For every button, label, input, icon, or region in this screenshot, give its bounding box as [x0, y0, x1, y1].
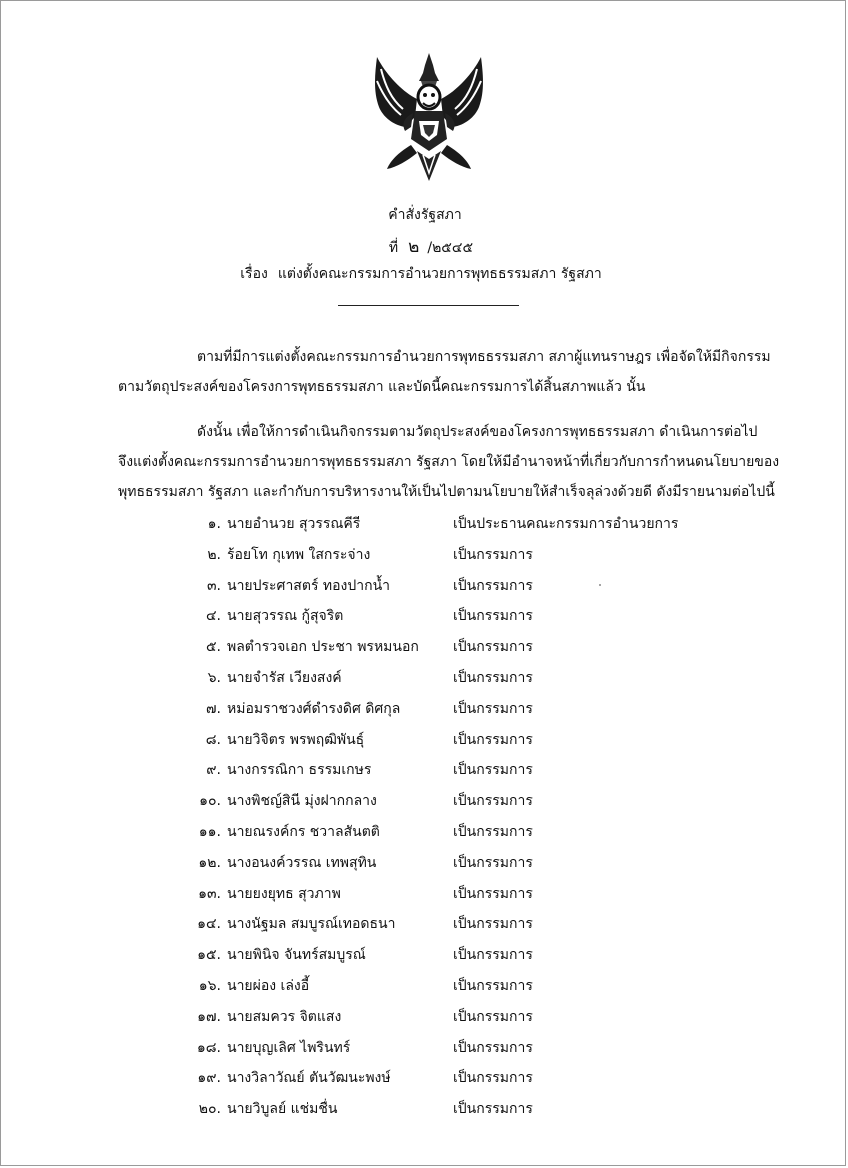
member-role: เป็นกรรมการ	[453, 1101, 533, 1117]
member-role: เป็นกรรมการ	[453, 824, 533, 840]
member-name: นายประศาสตร์ ทองปากน้ำ	[227, 578, 391, 594]
member-number: ๑๔.	[197, 916, 221, 932]
member-role: เป็นกรรมการ	[453, 978, 533, 994]
member-name: นายสุวรรณ กู้สุจริต	[227, 608, 344, 624]
member-name: นายยงยุทธ สุวภาพ	[227, 886, 341, 902]
member-name: นายจำรัส เวียงสงค์	[227, 670, 342, 686]
committee-row	[191, 667, 711, 687]
member-role: เป็นกรรมการ	[453, 793, 533, 809]
paragraph-1-line-1: ตามที่มีการแต่งตั้งคณะกรรมการอำนวยการพุทธธรรมสภา สภาผู้แทนราษฎร เพื่อจัดให้มีกิจกรรม	[197, 349, 771, 365]
member-number: ๑๘.	[196, 1040, 221, 1056]
member-name: นางอนงค์วรรณ เทพสุทิน	[227, 855, 377, 871]
member-role: เป็นกรรมการ	[453, 547, 533, 563]
committee-row	[191, 729, 711, 749]
member-number: ๑๓.	[198, 886, 221, 902]
member-role: เป็นกรรมการ	[453, 947, 533, 963]
number-label: ที่	[388, 240, 399, 256]
member-number: ๕.	[205, 639, 221, 655]
committee-row	[191, 575, 711, 595]
committee-row	[191, 1067, 711, 1087]
member-number: ๑๑.	[198, 824, 221, 840]
committee-row	[191, 790, 711, 810]
member-role: เป็นกรรมการ	[453, 1040, 533, 1056]
member-name: หม่อมราชวงศ์ดำรงดิศ ดิศกุล	[227, 701, 401, 717]
member-role: เป็นกรรมการ	[453, 639, 533, 655]
committee-row	[191, 1098, 711, 1118]
member-number: ๑๒.	[198, 855, 221, 871]
committee-row	[191, 605, 711, 625]
committee-row	[191, 698, 711, 718]
committee-row	[191, 1006, 711, 1026]
member-number: ๓.	[206, 578, 221, 594]
member-number: ๒๐.	[198, 1101, 221, 1117]
number-year: /๒๕๔๕	[427, 240, 474, 256]
member-name: นางนัฐมล สมบูรณ์เทอดธนา	[227, 916, 396, 932]
member-number: ๗.	[206, 701, 221, 717]
member-number: ๙.	[206, 762, 221, 778]
member-role: เป็นกรรมการ	[453, 578, 533, 594]
committee-row	[191, 544, 711, 564]
paragraph-1-line-2: ตามวัตถุประสงค์ของโครงการพุทธธรรมสภา และบัดนี้คณะกรรมการได้สิ้นสภาพแล้ว นั้น	[118, 379, 646, 395]
committee-row	[191, 913, 711, 933]
order-number	[7, 233, 848, 260]
scan-speck	[599, 584, 601, 586]
committee-row	[191, 636, 711, 656]
member-number: ๑.	[207, 516, 221, 532]
member-name: พลตำรวจเอก ประชา พรหมนอก	[227, 639, 419, 655]
member-number: ๑๙.	[197, 1070, 221, 1086]
member-name: นายวิจิตร พรพฤฒิพันธุ์	[227, 732, 365, 748]
member-role: เป็นกรรมการ	[453, 762, 533, 778]
committee-row	[191, 883, 711, 903]
title-divider	[338, 305, 519, 306]
member-number: ๔.	[205, 608, 221, 624]
committee-row	[191, 975, 711, 995]
paragraph-2-line-1: ดังนั้น เพื่อให้การดำเนินกิจกรรมตามวัตถุประสงค์ของโครงการพุทธธรรมสภา ดำเนินการต่อไป	[197, 424, 758, 440]
paragraph-2-line-3: พุทธธรรมสภา รัฐสภา และกำกับการบริหารงานให้เป็นไปตามนโยบายให้สำเร็จลุล่วงด้วยดี ดังมีรายนามต่อไปนี้	[118, 484, 775, 500]
member-name: นายบุญเลิศ ไพรินทร์	[227, 1040, 351, 1056]
garuda-emblem-icon	[367, 51, 491, 183]
committee-row	[191, 1037, 711, 1057]
member-name: นางวิลาวัณย์ ตันวัฒนะพงษ์	[227, 1070, 391, 1086]
member-name: นางกรรณิกา ธรรมเกษร	[227, 762, 372, 778]
member-name: นายพินิจ จันทร์สมบูรณ์	[227, 947, 366, 963]
member-role: เป็นกรรมการ	[453, 916, 533, 932]
member-number: ๑๖.	[198, 978, 221, 994]
member-number: ๒.	[207, 547, 221, 563]
document-title: คำสั่งรัฐสภา	[388, 207, 462, 223]
member-role: เป็นกรรมการ	[453, 1009, 533, 1025]
member-role: เป็นกรรมการ	[453, 701, 533, 717]
member-name: นายผ่อง เล่งอี้	[227, 978, 310, 994]
member-name: นางพิชญ์สินี มุ่งฝากกลาง	[227, 793, 377, 809]
paragraph-2-line-2: จึงแต่งตั้งคณะกรรมการอำนวยการพุทธธรรมสภา รัฐสภา โดยให้มีอำนาจหน้าที่เกี่ยวกับการกำหนดนโยบายของ	[118, 454, 780, 470]
member-role: เป็นกรรมการ	[453, 1070, 533, 1086]
member-number: ๖.	[207, 670, 221, 686]
committee-row	[191, 821, 711, 841]
subject-text: แต่งตั้งคณะกรรมการอำนวยการพุทธธรรมสภา รัฐสภา	[277, 266, 602, 282]
subject-label: เรื่อง	[240, 266, 268, 282]
member-role: เป็นประธานคณะกรรมการอำนวยการ	[453, 516, 679, 532]
member-role: เป็นกรรมการ	[453, 608, 533, 624]
committee-row	[191, 852, 711, 872]
member-name: ร้อยโท กุเทพ ใสกระจ่าง	[227, 547, 371, 563]
committee-row	[191, 513, 711, 533]
member-name: นายวิบูลย์ แช่มชื่น	[227, 1101, 338, 1117]
member-number: ๑๐.	[199, 793, 221, 809]
number-value: ๒	[408, 237, 420, 257]
member-number: ๑๗.	[197, 1009, 221, 1025]
member-name: นายสมควร จิตแสง	[227, 1009, 342, 1025]
member-role: เป็นกรรมการ	[453, 855, 533, 871]
member-number: ๑๕.	[197, 947, 221, 963]
subject-line	[0, 263, 845, 285]
member-role: เป็นกรรมการ	[453, 670, 533, 686]
member-name: นายณรงค์กร ชวาลสันตติ	[227, 824, 380, 840]
committee-row	[191, 944, 711, 964]
committee-row	[191, 759, 711, 779]
member-name: นายอำนวย สุวรรณคีรี	[227, 516, 361, 532]
member-role: เป็นกรรมการ	[453, 886, 533, 902]
member-number: ๘.	[205, 732, 221, 748]
member-role: เป็นกรรมการ	[453, 732, 533, 748]
